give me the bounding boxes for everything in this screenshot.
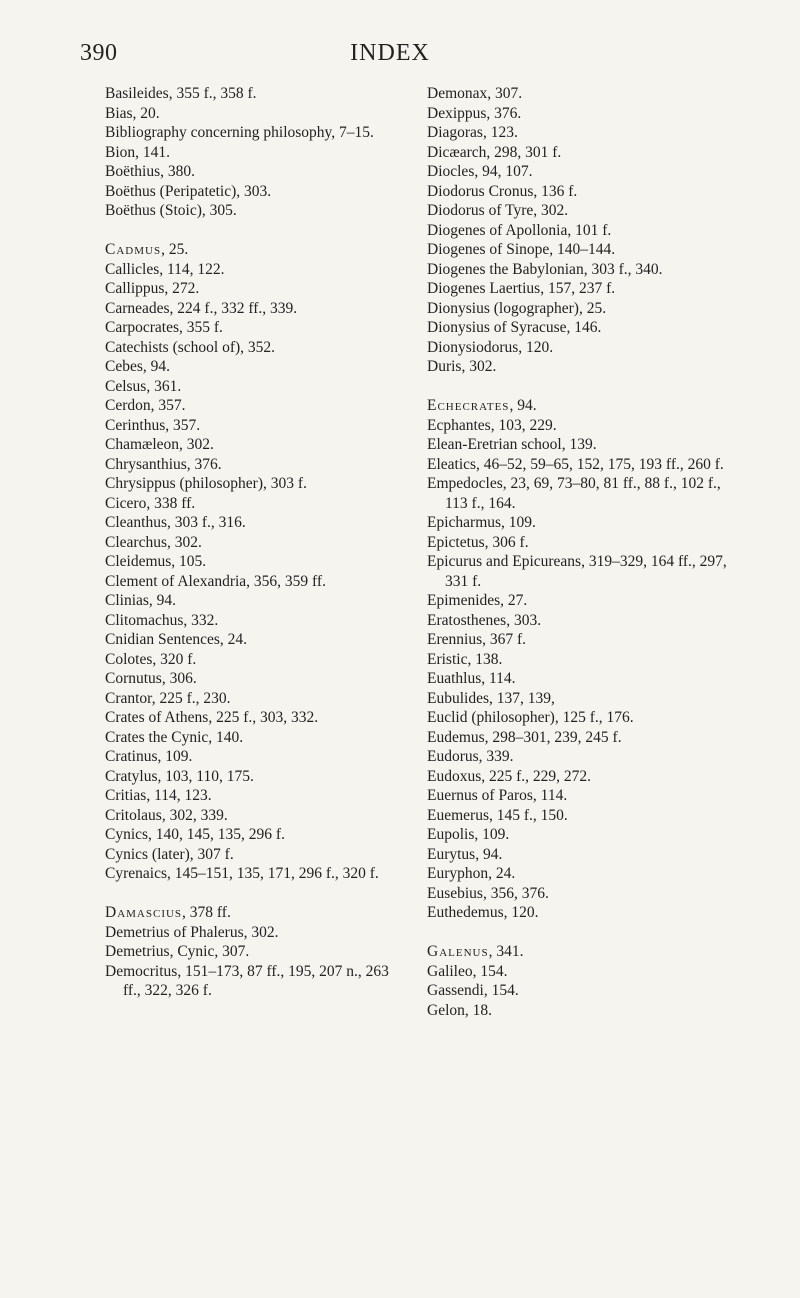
index-entry: Diogenes Laertius, 157, 237 f.: [427, 280, 616, 297]
index-entry: Crates the Cynic, 140.: [105, 728, 244, 746]
index-entry: Dexippus, 376.: [427, 104, 522, 122]
index-entry: Epictetus, 306 f.: [427, 533, 529, 551]
index-entry: Bion, 141.: [105, 143, 171, 161]
index-entry: Epimenides, 27.: [427, 592, 528, 609]
index-entry: Diodorus of Tyre, 302.: [427, 202, 569, 219]
index-entry: Elean-Eretrian school, 139.: [427, 436, 597, 453]
index-entry: Callicles, 114, 122.: [105, 260, 225, 278]
index-entry: Cynics, 140, 145, 135, 296 f.: [105, 826, 285, 843]
section-lead-word: Galenus: [427, 943, 489, 960]
section-gap: [427, 377, 732, 397]
index-entry: Diodorus Cronus, 136 f.: [427, 182, 578, 200]
index-entry: Diogenes of Sinope, 140–144.: [427, 241, 616, 258]
index-entry: Diagoras, 123.: [427, 124, 518, 141]
index-entry: Diogenes of Apollonia, 101 f.: [427, 221, 612, 239]
index-entry: Eleatics, 46–52, 59–65, 152, 175, 193 ff., 260 f.: [427, 455, 724, 473]
page-header: [80, 40, 700, 80]
index-entry: Euemerus, 145 f., 150.: [427, 806, 568, 824]
index-entry: Demetrius, Cynic, 307.: [105, 943, 250, 960]
index-entry: Ecphantes, 103, 229.: [427, 416, 557, 434]
index-entry: Epicharmus, 109.: [427, 514, 536, 531]
index-entry: Demonax, 307.: [427, 85, 523, 102]
index-entry: Catechists (school of), 352.: [105, 338, 276, 356]
index-entry: Cerinthus, 357.: [105, 416, 201, 434]
index-entry: Clearchus, 302.: [105, 533, 202, 551]
page-number: 390: [80, 40, 118, 66]
index-entry: Galileo, 154.: [427, 962, 508, 980]
index-entry: Colotes, 320 f.: [105, 650, 197, 668]
index-entry: Echecrates, 94.: [427, 397, 537, 414]
index-entry: Cleanthus, 303 f., 316.: [105, 514, 246, 531]
index-entry: Chamæleon, 302.: [105, 436, 214, 453]
index-entry: Euathlus, 114.: [427, 670, 516, 687]
index-entry: Euclid (philosopher), 125 f., 176.: [427, 709, 634, 726]
index-entry: Chrysippus (philosopher), 303 f.: [105, 475, 307, 492]
index-entry: Duris, 302.: [427, 358, 497, 375]
index-entry: Eubulides, 137, 139,: [427, 689, 555, 707]
index-entry: Galenus, 341.: [427, 943, 524, 960]
index-entry: Chrysanthius, 376.: [105, 455, 222, 473]
index-entry: Cyrenaics, 145–151, 135, 171, 296 f., 320 f.: [105, 865, 379, 882]
index-entry: Cornutus, 306.: [105, 670, 197, 687]
index-entry: Gassendi, 154.: [427, 982, 519, 999]
section-lead-word: Echecrates: [427, 397, 510, 414]
index-entry: Crantor, 225 f., 230.: [105, 689, 231, 707]
index-entry: Celsus, 361.: [105, 377, 182, 395]
index-entry: Basileides, 355 f., 358 f.: [105, 85, 257, 102]
index-entry: Damascius, 378 ff.: [105, 904, 231, 921]
index-entry: Dionysius of Syracuse, 146.: [427, 319, 602, 336]
index-entry: Bias, 20.: [105, 104, 160, 122]
index-entry: Eurytus, 94.: [427, 845, 503, 863]
index-entry: Diocles, 94, 107.: [427, 163, 533, 180]
index-entry: Callippus, 272.: [105, 280, 200, 297]
index-entry: Clitomachus, 332.: [105, 611, 219, 629]
index-entry: Cratinus, 109.: [105, 748, 193, 765]
index-entry: Diogenes the Babylonian, 303 f., 340.: [427, 260, 663, 278]
index-entry: Bibliography concerning philosophy, 7–15.: [105, 124, 374, 141]
index-entry: Eudorus, 339.: [427, 748, 514, 765]
section-gap: [427, 923, 732, 943]
index-entry: Euryphon, 24.: [427, 865, 516, 882]
section-lead-word: Cadmus: [105, 241, 162, 258]
index-entry: Cratylus, 103, 110, 175.: [105, 767, 254, 785]
index-entry: Eusebius, 356, 376.: [427, 884, 549, 902]
index-entry: Democritus, 151–173, 87 ff., 195, 207 n., 263 ff., 322, 326 f.: [105, 962, 389, 999]
index-entry: Cebes, 94.: [105, 358, 171, 375]
index-entry: Crates of Athens, 225 f., 303, 332.: [105, 709, 319, 726]
index-entry: Eristic, 138.: [427, 650, 503, 668]
index-entry: Euthedemus, 120.: [427, 904, 539, 921]
index-entry: Clinias, 94.: [105, 592, 177, 609]
index-entry: Carneades, 224 f., 332 ff., 339.: [105, 299, 298, 317]
index-entry: Euernus of Paros, 114.: [427, 787, 568, 804]
index-entry: Dionysius (logographer), 25.: [427, 299, 607, 317]
index-entry: Demetrius of Phalerus, 302.: [105, 923, 279, 941]
index-entry: Epicurus and Epicureans, 319–329, 164 ff., 297, 331 f.: [427, 553, 727, 590]
index-entry: Empedocles, 23, 69, 73–80, 81 ff., 88 f., 102 f., 113 f., 164.: [427, 475, 721, 512]
index-column-left: [105, 84, 410, 1001]
index-entry: Cadmus, 25.: [105, 241, 189, 258]
index-column-right: [427, 84, 732, 1020]
index-entry: Boëthus (Stoic), 305.: [105, 202, 237, 219]
index-entry: Cicero, 338 ff.: [105, 494, 196, 512]
index-entry: Dionysiodorus, 120.: [427, 338, 554, 356]
index-entry: Erennius, 367 f.: [427, 631, 527, 648]
index-entry: Cnidian Sentences, 24.: [105, 631, 248, 648]
index-entry: Critolaus, 302, 339.: [105, 806, 228, 824]
index-entry: Carpocrates, 355 f.: [105, 319, 223, 336]
section-lead-word: Damascius: [105, 904, 183, 921]
running-head: INDEX: [350, 40, 430, 66]
section-gap: [105, 884, 410, 904]
index-entry: Eratosthenes, 303.: [427, 611, 542, 629]
index-entry: Clement of Alexandria, 356, 359 ff.: [105, 572, 326, 590]
index-entry: Cerdon, 357.: [105, 397, 186, 414]
index-entry: Critias, 114, 123.: [105, 787, 212, 804]
index-entry: Boëthius, 380.: [105, 163, 195, 180]
section-gap: [105, 221, 410, 241]
index-entry: Eudemus, 298–301, 239, 245 f.: [427, 728, 622, 746]
index-entry: Eudoxus, 225 f., 229, 272.: [427, 767, 592, 785]
index-entry: Cleidemus, 105.: [105, 553, 207, 570]
index-entry: Gelon, 18.: [427, 1001, 493, 1019]
index-entry: Eupolis, 109.: [427, 826, 510, 843]
index-entry: Boëthus (Peripatetic), 303.: [105, 182, 272, 200]
index-entry: Cynics (later), 307 f.: [105, 845, 234, 863]
index-entry: Dicæarch, 298, 301 f.: [427, 143, 562, 161]
